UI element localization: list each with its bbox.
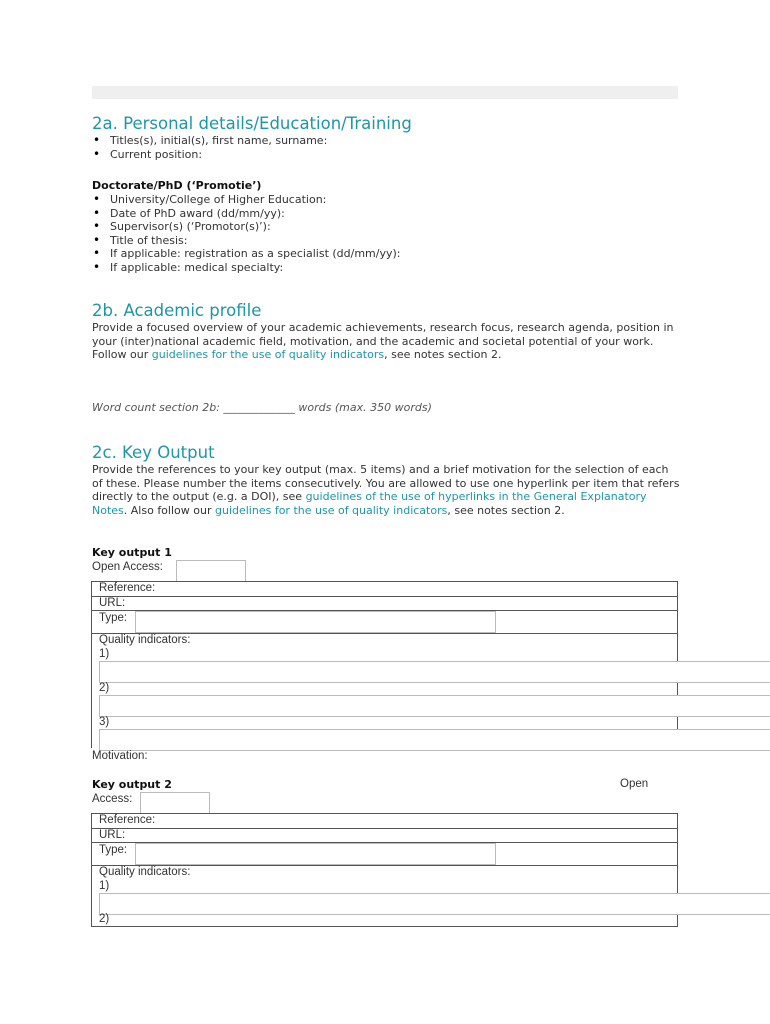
list-item: • University/College of Higher Education: bbox=[110, 193, 401, 207]
url-label: URL: bbox=[99, 829, 126, 841]
list-item: • Title of thesis: bbox=[110, 234, 401, 248]
paragraph-text: Provide the references to your key output (max. 5 items) and a brief motivation for the selection of each of these. Please number the items consecutively. You are allowed to use one hyperlink per item that refers directly to the output (e.g. a DOI), see bbox=[92, 463, 680, 504]
open-access-field[interactable] bbox=[140, 792, 210, 814]
quality-indicator-field-2[interactable] bbox=[99, 695, 770, 717]
section-2a-title: 2a. Personal details/Education/Training bbox=[92, 114, 412, 133]
quality-indicator-field-1[interactable] bbox=[99, 893, 770, 915]
open-label: Open bbox=[620, 778, 649, 790]
section-2b-title: 2b. Academic profile bbox=[92, 301, 262, 320]
reference-label: Reference: bbox=[99, 582, 156, 594]
paragraph-text: . Also follow our bbox=[123, 503, 215, 517]
list-item: • Supervisor(s) (‘Promotor(s)’): bbox=[110, 220, 401, 234]
item-number: 1) bbox=[99, 648, 110, 660]
section-2c-title: 2c. Key Output bbox=[92, 443, 215, 462]
quality-indicator-field-3[interactable] bbox=[99, 729, 770, 751]
paragraph-text: Provide a focused overview of your academic achievements, research focus, research agenda, position in your (inter)national academic field, motivation, and the academic and societal potential of your work. Follow our bbox=[92, 321, 674, 362]
header-bar bbox=[92, 86, 678, 99]
list-item: • Titles(s), initial(s), first name, surname: bbox=[110, 134, 327, 148]
personal-details-list bbox=[92, 134, 327, 161]
word-count-line: Word count section 2b: _____________ words (max. 350 words) bbox=[92, 401, 432, 414]
quality-indicator-field-1[interactable] bbox=[99, 661, 770, 683]
academic-profile-instructions bbox=[92, 321, 682, 362]
list-item: • If applicable: medical specialty: bbox=[110, 261, 401, 275]
list-item: • Current position: bbox=[110, 148, 327, 162]
quality-indicators-link[interactable]: guidelines for the use of quality indicators bbox=[214, 503, 448, 517]
quality-indicators-label: Quality indicators: bbox=[99, 634, 191, 646]
reference-label: Reference: bbox=[99, 814, 156, 826]
phd-heading: Doctorate/PhD (‘Promotie’) bbox=[92, 179, 262, 192]
item-number: 2) bbox=[99, 682, 110, 694]
item-number: 1) bbox=[99, 880, 110, 892]
type-label: Type: bbox=[99, 612, 128, 624]
paragraph-text: , see notes section 2. bbox=[447, 503, 565, 517]
open-access-label: Open Access: bbox=[92, 561, 163, 573]
access-label: Access: bbox=[92, 793, 133, 805]
type-label: Type: bbox=[99, 844, 128, 856]
quality-indicators-label: Quality indicators: bbox=[99, 866, 191, 878]
url-label: URL: bbox=[99, 597, 126, 609]
open-access-field[interactable] bbox=[176, 560, 246, 582]
item-number: 2) bbox=[99, 913, 110, 925]
hyperlinks-guidelines-link[interactable]: guidelines of the use of hyperlinks in the General Explanatory Notes bbox=[92, 490, 647, 517]
motivation-label: Motivation: bbox=[92, 750, 148, 762]
item-number: 3) bbox=[99, 716, 110, 728]
key-output-1-heading: Key output 1 bbox=[92, 546, 172, 559]
list-item: • If applicable: registration as a specialist (dd/mm/yy): bbox=[110, 247, 401, 261]
key-output-instructions bbox=[92, 463, 682, 517]
list-item: • Date of PhD award (dd/mm/yy): bbox=[110, 207, 401, 221]
type-field[interactable] bbox=[135, 611, 496, 633]
type-field[interactable] bbox=[135, 843, 496, 865]
phd-list bbox=[92, 193, 401, 275]
quality-indicators-link[interactable]: guidelines for the use of quality indicators bbox=[151, 348, 385, 362]
key-output-2-heading: Key output 2 bbox=[92, 778, 172, 791]
paragraph-text: , see notes section 2. bbox=[384, 348, 502, 362]
